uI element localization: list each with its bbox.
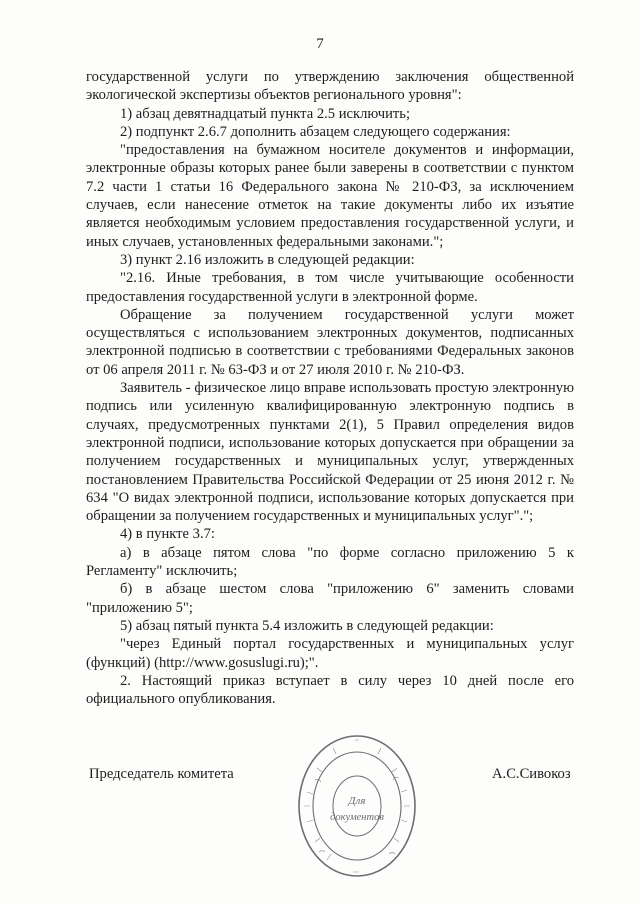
paragraph: 4) в пункте 3.7: bbox=[120, 526, 215, 543]
paragraph: 2. Настоящий приказ вступает в силу через 10 дней после его официального опубликования. bbox=[86, 672, 574, 708]
paragraph: Обращение за получением государственной услуги может осуществляться с использованием электронных документов, подписанных электронной подписью в соответствии с требованиями Федеральных законов от 06 апреля 2011 г. № 63-ФЗ и от 27 июля 2010 г. № 210-ФЗ. bbox=[86, 306, 574, 378]
signature-title: Председатель комитета bbox=[89, 766, 234, 782]
paragraph: б) в абзаце шестом слова "приложению 6" заменить словами "приложению 5"; bbox=[86, 581, 574, 616]
document-body bbox=[86, 68, 574, 708]
paragraph: 1) абзац девятнадцатый пункта 2.5 исключить; bbox=[120, 105, 410, 122]
paragraph: "2.16. Иные требования, в том числе учитывающие особенности предоставления государственной услуги в электронной форме. bbox=[86, 270, 574, 305]
paragraph: 3) пункт 2.16 изложить в следующей редакции: bbox=[120, 251, 415, 268]
paragraph: 5) абзац пятый пункта 5.4 изложить в следующей редакции: bbox=[120, 617, 494, 634]
signatory-name: А.С.Сивокоз bbox=[492, 766, 571, 782]
official-seal bbox=[295, 728, 419, 878]
page-number: 7 bbox=[316, 36, 324, 52]
paragraph: государственной услуги по утверждению заключения общественной экологической экспертизы объектов регионального уровня": bbox=[86, 69, 574, 104]
paragraph: 2) подпункт 2.6.7 дополнить абзацем следующего содержания: bbox=[120, 123, 511, 140]
seal-center-text: Для bbox=[348, 795, 366, 807]
paragraph: Заявитель - физическое лицо вправе использовать простую электронную подпись или усиленную квалифицированную электронную подпись в случаях, предусмотренных пунктами 2(1), 5 Правил определения видов электронной подписи, использование которых допускается при обращении за получением государственных и муниципальных услуг, утвержденных постановлением Правительства Российской Федерации от 25 июня 2012 г. № 634 "О видах электронной подписи, использование которых допускается при обращении за получением государственных и муниципальных услуг"."; bbox=[86, 380, 574, 525]
seal-center-text: документов bbox=[330, 812, 384, 823]
paragraph: "через Единый портал государственных и муниципальных услуг (функций) (http://www.gosuslugi.ru);". bbox=[86, 636, 574, 671]
paragraph: а) в абзаце пятом слова "по форме согласно приложению 5 к Регламенту" исключить; bbox=[86, 544, 574, 580]
paragraph: "предоставления на бумажном носителе документов и информации, электронные образы которых ранее были заверены в соответствии с пунктом 7.2 части 1 статьи 16 Федерального закона № 210-ФЗ, за исключением случаев, если нанесение отметок на такие документы либо их изъятие является необходимым условием предоставления государственной услуги, и иных случаев, установленных федеральными законами."; bbox=[86, 142, 574, 250]
